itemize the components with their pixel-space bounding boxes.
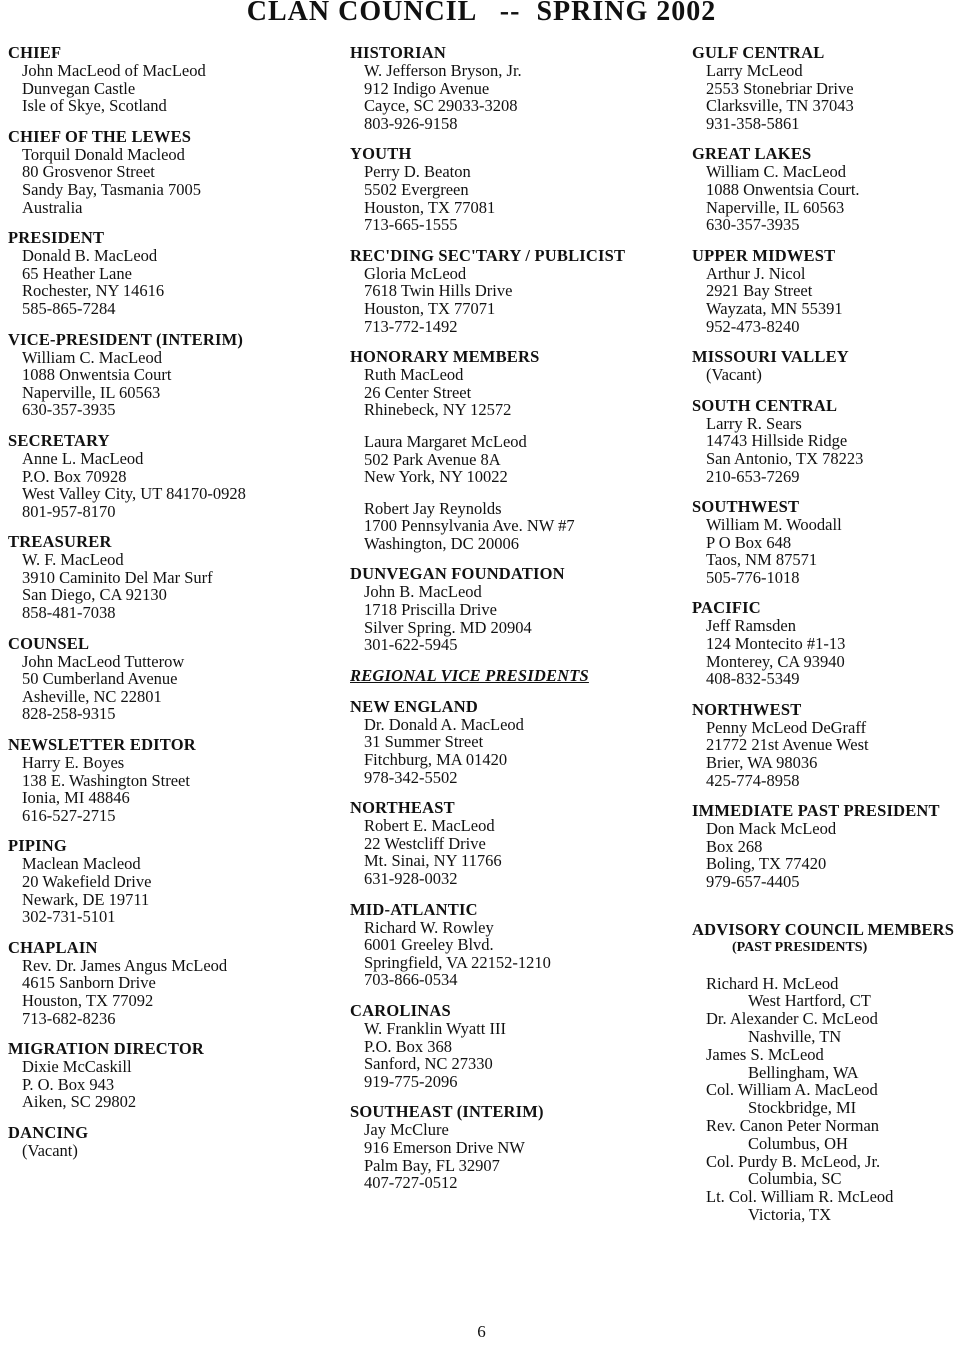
entry-line: 425-774-8958 xyxy=(706,770,800,790)
entry-line: Dixie McCaskill xyxy=(22,1057,132,1077)
entry-line: 22 Westcliff Drive xyxy=(364,833,486,853)
entry-line: W. Franklin Wyatt III xyxy=(364,1018,506,1038)
entry-line: 302-731-5101 xyxy=(22,907,116,927)
section-heading: COUNSEL xyxy=(8,633,90,653)
advisory-list xyxy=(692,975,960,1224)
advisory-council xyxy=(692,921,960,1224)
entry-regional-vice-presidents xyxy=(350,667,680,685)
entry-historian xyxy=(350,44,680,132)
entry-line: Taos, NM 87571 xyxy=(706,550,818,570)
entry-line: 505-776-1018 xyxy=(706,567,800,587)
entry-great-lakes xyxy=(692,145,960,233)
section-heading: SECRETARY xyxy=(8,430,110,450)
entry-line: 931-358-5861 xyxy=(706,113,800,133)
section-heading: SOUTHEAST (INTERIM) xyxy=(350,1102,544,1122)
column-right xyxy=(692,44,960,1237)
entry-line: Asheville, NC 22801 xyxy=(22,686,162,706)
entry-youth xyxy=(350,145,680,233)
entry-line: 585-865-7284 xyxy=(22,298,116,318)
section-heading: HONORARY MEMBERS xyxy=(350,347,540,367)
section-heading: MIGRATION DIRECTOR xyxy=(8,1039,204,1059)
entry-line: New York, NY 10022 xyxy=(364,467,508,487)
entry-line: Palm Bay, FL 32907 xyxy=(364,1155,500,1175)
entry-line: 3910 Caminito Del Mar Surf xyxy=(22,567,213,587)
entry-line: Harry E. Boyes xyxy=(22,753,125,773)
entry-line: 2921 Bay Street xyxy=(706,281,813,301)
entry-line: Robert Jay Reynolds xyxy=(364,498,502,518)
entry-line: Cayce, SC 29033-3208 xyxy=(364,96,518,116)
entry-counsel xyxy=(8,635,308,723)
entry-line: 631-928-0032 xyxy=(364,869,458,888)
entry-line: 20 Wakefield Drive xyxy=(22,872,152,891)
entry-line: 803-926-9158 xyxy=(364,113,458,133)
entry-line: Clarksville, TN 37043 xyxy=(706,96,854,116)
column-right-entries xyxy=(692,44,960,891)
entry-chief-of-the-lewes xyxy=(8,128,308,216)
section-heading: NORTHWEST xyxy=(692,699,802,719)
entry-line: Aiken, SC 29802 xyxy=(22,1092,137,1112)
advisory-member-name: Col. William A. MacLeod xyxy=(706,1080,878,1100)
section-heading: CHIEF xyxy=(8,43,62,62)
entry-line: 828-258-9315 xyxy=(22,704,116,724)
entry-line: Washington, DC 20006 xyxy=(364,533,519,553)
entry-line: Rev. Dr. James Angus McLeod xyxy=(22,955,228,975)
entry-line: Silver Spring. MD 20904 xyxy=(364,617,532,637)
entry-line: Penny McLeod DeGraff xyxy=(706,717,867,737)
section-heading: CHAPLAIN xyxy=(8,937,98,957)
entry-line: Boling, TX 77420 xyxy=(706,854,827,874)
entry-line: 14743 Hillside Ridge xyxy=(706,431,848,451)
section-heading: CAROLINAS xyxy=(350,1000,451,1020)
section-heading: NORTHEAST xyxy=(350,798,455,818)
section-heading: PRESIDENT xyxy=(8,228,105,248)
entry-northwest xyxy=(692,701,960,789)
entry-line: 630-357-3935 xyxy=(706,215,800,235)
entry-line: 408-832-5349 xyxy=(706,669,800,689)
entry-line: 502 Park Avenue 8A xyxy=(364,449,501,469)
entry-line: 616-527-2715 xyxy=(22,805,116,825)
entry-line: Naperville, IL 60563 xyxy=(22,382,161,402)
entry-line: 138 E. Washington Street xyxy=(22,770,190,790)
entry-south-central xyxy=(692,397,960,485)
entry-line: 1700 Pennsylvania Ave. NW #7 xyxy=(364,516,575,536)
entry-line: 6001 Greeley Blvd. xyxy=(364,935,494,955)
entry-line: P O Box 648 xyxy=(706,532,792,552)
section-heading: VICE-PRESIDENT (INTERIM) xyxy=(8,329,244,349)
entry-line: 210-653-7269 xyxy=(706,466,800,486)
entry-line: (Vacant) xyxy=(706,365,762,385)
entry-line: Rhinebeck, NY 12572 xyxy=(364,400,512,420)
entry-gulf-central xyxy=(692,44,960,132)
section-heading: TREASURER xyxy=(8,532,112,552)
advisory-subheading: (PAST PRESIDENTS) xyxy=(732,939,868,955)
entry-honorary-members xyxy=(350,348,680,552)
entry-new-england xyxy=(350,698,680,786)
entry-line: Mt. Sinai, NY 11766 xyxy=(364,851,502,871)
entry-immediate-past-president xyxy=(692,802,960,890)
column-left xyxy=(8,44,308,1173)
entry-line: 5502 Evergreen xyxy=(364,179,469,199)
section-heading: REC'DING SEC'TARY / PUBLICIST xyxy=(350,245,626,265)
advisory-heading: ADVISORY COUNCIL MEMBERS xyxy=(692,919,955,939)
entry-gap xyxy=(350,486,680,500)
entry-line: Donald B. MacLeod xyxy=(22,246,158,266)
advisory-member-name: Richard H. McLeod xyxy=(706,973,839,993)
advisory-member-name: Col. Purdy B. McLeod, Jr. xyxy=(706,1151,881,1171)
entry-line: 26 Center Street xyxy=(364,382,472,402)
advisory-member-place: Victoria, TX xyxy=(748,1204,832,1224)
entry-line: William C. MacLeod xyxy=(706,162,847,182)
entry-line: P. O. Box 943 xyxy=(22,1074,115,1094)
entry-treasurer xyxy=(8,533,308,621)
advisory-member-name: Lt. Col. William R. McLeod xyxy=(706,1187,894,1207)
entry-line: West Valley City, UT 84170-0928 xyxy=(22,484,246,504)
entry-line: Brier, WA 98036 xyxy=(706,753,818,773)
entry-dancing xyxy=(8,1124,308,1160)
entry-line: Larry McLeod xyxy=(706,61,803,80)
entry-gap xyxy=(350,419,680,433)
advisory-member-place: Bellingham, WA xyxy=(748,1062,859,1082)
section-heading: MISSOURI VALLEY xyxy=(692,347,849,367)
entry-line: Anne L. MacLeod xyxy=(22,448,144,468)
entry-southwest xyxy=(692,498,960,586)
entry-carolinas xyxy=(350,1002,680,1090)
entry-line: San Diego, CA 92130 xyxy=(22,585,167,605)
entry-line: 979-657-4405 xyxy=(706,872,800,891)
entry-line: Laura Margaret McLeod xyxy=(364,431,527,451)
entry-line: Perry D. Beaton xyxy=(364,162,471,182)
section-heading: UPPER MIDWEST xyxy=(692,245,836,265)
advisory-member-place: Columbus, OH xyxy=(748,1133,848,1153)
entry-line: P.O. Box 70928 xyxy=(22,466,127,486)
entry-chief xyxy=(8,44,308,115)
entry-line: Wayzata, MN 55391 xyxy=(706,298,843,318)
entry-line: 80 Grosvenor Street xyxy=(22,162,155,182)
entry-line: 952-473-8240 xyxy=(706,316,800,336)
entry-line: 703-866-0534 xyxy=(364,970,458,990)
entry-line: W. Jefferson Bryson, Jr. xyxy=(364,61,522,80)
entry-line: John MacLeod Tutterow xyxy=(22,651,185,671)
entry-line: Fitchburg, MA 01420 xyxy=(364,750,508,770)
entry-line: Maclean Macleod xyxy=(22,854,141,874)
entry-line: Springfield, VA 22152-1210 xyxy=(364,952,551,972)
section-heading: HISTORIAN xyxy=(350,43,446,62)
section-heading: DANCING xyxy=(8,1122,89,1142)
entry-line: Don Mack McLeod xyxy=(706,819,837,839)
entry-line: Newark, DE 19711 xyxy=(22,889,150,909)
entry-line: Arthur J. Nicol xyxy=(706,263,806,283)
entry-line: Ionia, MI 48846 xyxy=(22,788,130,808)
entry-line: 7618 Twin Hills Drive xyxy=(364,281,513,301)
entry-chaplain xyxy=(8,939,308,1027)
entry-line: Gloria McLeod xyxy=(364,263,467,283)
entry-line: Box 268 xyxy=(706,836,763,856)
column-middle xyxy=(350,44,680,1205)
entry-line: 912 Indigo Avenue xyxy=(364,78,490,98)
entry-secretary xyxy=(8,432,308,520)
section-heading: MID-ATLANTIC xyxy=(350,899,478,919)
entry-dunvegan-foundation xyxy=(350,565,680,653)
entry-line: 4615 Sanborn Drive xyxy=(22,973,156,993)
section-heading: DUNVEGAN FOUNDATION xyxy=(350,564,565,584)
page-number: 6 xyxy=(477,1322,486,1341)
entry-line: 31 Summer Street xyxy=(364,732,484,752)
page-title: CLAN COUNCIL -- SPRING 2002 xyxy=(246,0,717,27)
entry-line: Jay McClure xyxy=(364,1120,449,1140)
advisory-member-place: West Hartford, CT xyxy=(748,991,871,1011)
section-heading: SOUTHWEST xyxy=(692,497,800,517)
entry-line: 858-481-7038 xyxy=(22,603,116,623)
entry-newsletter-editor xyxy=(8,736,308,824)
entry-line: 65 Heather Lane xyxy=(22,263,132,283)
entry-mid-atlantic xyxy=(350,901,680,989)
entry-migration-director xyxy=(8,1040,308,1111)
section-heading: SOUTH CENTRAL xyxy=(692,395,838,415)
advisory-member-name: Rev. Canon Peter Norman xyxy=(706,1115,880,1135)
entry-line: 713-772-1492 xyxy=(364,316,458,336)
entry-line: (Vacant) xyxy=(22,1140,78,1160)
entry-line: 978-342-5502 xyxy=(364,767,458,787)
section-heading: REGIONAL VICE PRESIDENTS xyxy=(350,665,589,685)
entry-line: Richard W. Rowley xyxy=(364,917,494,937)
section-heading: CHIEF OF THE LEWES xyxy=(8,126,192,146)
entry-line: Isle of Skye, Scotland xyxy=(22,96,167,116)
entry-line: W. F. MacLeod xyxy=(22,550,124,570)
entry-line: 713-682-8236 xyxy=(22,1008,116,1028)
entry-line: Ruth MacLeod xyxy=(364,365,464,385)
entry-line: 407-727-0512 xyxy=(364,1173,458,1193)
section-heading: YOUTH xyxy=(350,144,412,164)
entry-line: 801-957-8170 xyxy=(22,501,116,521)
section-heading: GREAT LAKES xyxy=(692,144,812,164)
entry-southeast-interim xyxy=(350,1103,680,1191)
entry-line: Dr. Donald A. MacLeod xyxy=(364,714,524,734)
advisory-member-name: James S. McLeod xyxy=(706,1044,824,1064)
entry-line: 2553 Stonebriar Drive xyxy=(706,78,854,98)
section-heading: IMMEDIATE PAST PRESIDENT xyxy=(692,801,940,821)
entry-line: 1718 Priscilla Drive xyxy=(364,600,497,620)
entry-line: Houston, TX 77092 xyxy=(22,990,154,1010)
entry-missouri-valley xyxy=(692,348,960,384)
entry-president xyxy=(8,229,308,317)
entry-line: Rochester, NY 14616 xyxy=(22,281,165,301)
entry-line: Jeff Ramsden xyxy=(706,616,796,636)
advisory-member-place: Stockbridge, MI xyxy=(748,1098,857,1118)
entry-line: William C. MacLeod xyxy=(22,347,163,367)
entry-line: 21772 21st Avenue West xyxy=(706,735,869,755)
entry-line: 630-357-3935 xyxy=(22,400,116,420)
entry-line: Houston, TX 77071 xyxy=(364,298,496,318)
section-heading: NEW ENGLAND xyxy=(350,696,478,716)
entry-line: Larry R. Sears xyxy=(706,413,802,433)
entry-line: 919-775-2096 xyxy=(364,1071,458,1091)
entry-line: Monterey, CA 93940 xyxy=(706,651,845,671)
entry-line: P.O. Box 368 xyxy=(364,1036,453,1056)
entry-line: Houston, TX 77081 xyxy=(364,197,496,217)
entry-line: John MacLeod of MacLeod xyxy=(22,61,206,80)
entry-line: 124 Montecito #1-13 xyxy=(706,634,846,654)
entry-line: 50 Cumberland Avenue xyxy=(22,669,178,689)
entry-line: 916 Emerson Drive NW xyxy=(364,1137,525,1157)
entry-pacific xyxy=(692,599,960,687)
entry-rec-ding-sec-tary-publicist xyxy=(350,247,680,335)
entry-line: John B. MacLeod xyxy=(364,582,482,602)
advisory-member-place: Nashville, TN xyxy=(748,1026,842,1046)
entry-line: Dunvegan Castle xyxy=(22,78,136,98)
section-heading: GULF CENTRAL xyxy=(692,43,825,62)
section-heading: PACIFIC xyxy=(692,598,761,618)
entry-line: William M. Woodall xyxy=(706,515,842,535)
entry-upper-midwest xyxy=(692,247,960,335)
entry-line: Australia xyxy=(22,197,83,217)
entry-line: Torquil Donald Macleod xyxy=(22,144,185,164)
entry-line: 1088 Onwentsia Court xyxy=(22,365,172,385)
entry-line: Naperville, IL 60563 xyxy=(706,197,845,217)
entry-line: 301-622-5945 xyxy=(364,635,458,655)
entry-line: Robert E. MacLeod xyxy=(364,816,495,836)
entry-line: Sanford, NC 27330 xyxy=(364,1054,493,1074)
section-heading: PIPING xyxy=(8,836,67,856)
advisory-member-place: Columbia, SC xyxy=(748,1169,842,1189)
entry-line: 713-665-1555 xyxy=(364,215,458,235)
entry-line: Sandy Bay, Tasmania 7005 xyxy=(22,179,201,199)
entry-piping xyxy=(8,837,308,925)
entry-line: San Antonio, TX 78223 xyxy=(706,448,864,468)
advisory-member-name: Dr. Alexander C. McLeod xyxy=(706,1009,878,1029)
entry-northeast xyxy=(350,799,680,887)
section-heading: NEWSLETTER EDITOR xyxy=(8,735,196,755)
entry-vice-president-interim xyxy=(8,331,308,419)
entry-line: 1088 Onwentsia Court. xyxy=(706,179,860,199)
